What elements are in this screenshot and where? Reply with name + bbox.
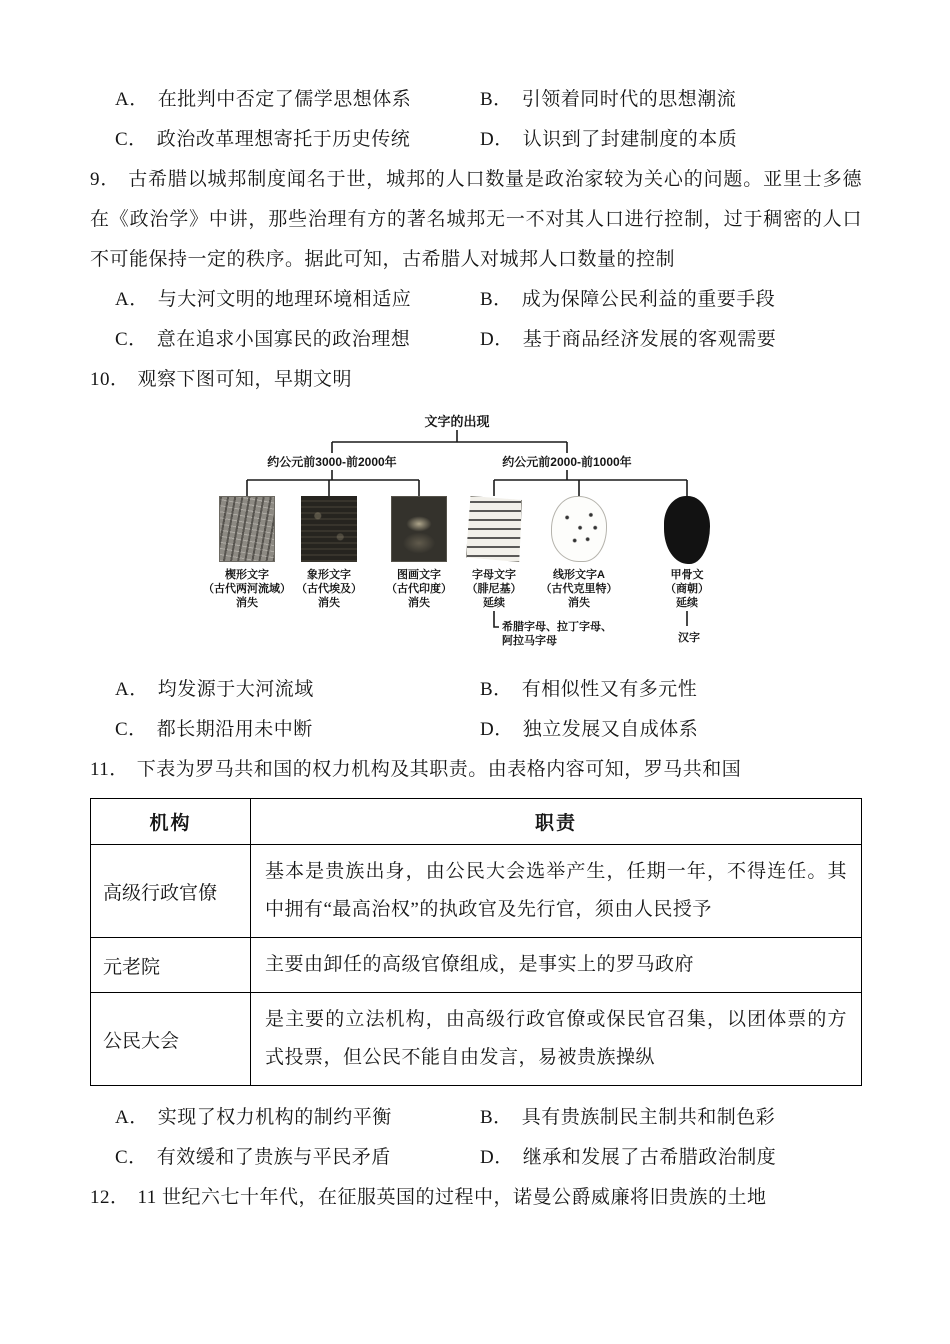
q9-option-b	[480, 280, 775, 320]
script-origin: （古代两河流域）	[203, 583, 291, 595]
option-label: A．	[115, 289, 149, 310]
q8-options-row-1	[90, 80, 862, 120]
option-text: 基于商品经济发展的客观需要	[522, 329, 777, 350]
script-name: 图画文字	[397, 569, 441, 581]
option-text: 认识到了封建制度的本质	[522, 129, 738, 150]
option-label: C．	[115, 1147, 148, 1168]
option-label: D．	[480, 719, 514, 740]
option-text: 继承和发展了古希腊政治制度	[522, 1147, 777, 1168]
option-text: 政治改革理想寄托于历史传统	[156, 129, 411, 150]
option-label: C．	[115, 329, 148, 350]
option-text: 均发源于大河流域	[157, 679, 314, 700]
script-status: 消失	[318, 597, 340, 609]
rome-republic-table	[90, 798, 862, 1086]
table-header-row	[91, 799, 862, 845]
note-line: 阿拉马字母	[502, 635, 557, 647]
q8-options-row-2	[90, 120, 862, 160]
option-text: 成为保障公民利益的重要手段	[521, 289, 776, 310]
script-origin: （腓尼基）	[466, 583, 522, 595]
q11-option-d	[480, 1138, 776, 1178]
script-status: 延续	[483, 597, 505, 609]
diagram-period-right: 约公元前2000-前1000年	[482, 453, 652, 470]
q10-option-a	[115, 670, 480, 710]
linear-a-script-image	[551, 496, 607, 562]
q11-options-row-2	[90, 1138, 862, 1178]
q9-option-d	[480, 320, 776, 360]
option-label: D．	[480, 129, 514, 150]
organ-cell: 高级行政官僚	[91, 845, 251, 938]
script-name: 字母文字	[472, 569, 516, 581]
diagram-period-left: 约公元前3000-前2000年	[247, 453, 417, 470]
q8-option-c	[115, 120, 480, 160]
organ-cell: 公民大会	[91, 993, 251, 1086]
option-label: D．	[480, 329, 514, 350]
option-label: A．	[115, 679, 149, 700]
q9-options-row-2	[90, 320, 862, 360]
option-text: 引领着同时代的思想潮流	[521, 89, 737, 110]
duty-cell: 主要由卸任的高级官僚组成，是事实上的罗马政府	[251, 938, 862, 993]
writing-systems-diagram	[202, 408, 742, 660]
alphabet-descendants-note	[502, 620, 652, 648]
table-row	[91, 845, 862, 938]
question-10-stem	[90, 360, 862, 400]
pictograph-script-image	[391, 496, 447, 562]
q10-option-b	[480, 670, 697, 710]
question-11-stem	[90, 750, 862, 790]
alphabet-script-image	[466, 496, 522, 562]
question-text: 古希腊以城邦制度闻名于世，城邦的人口数量是政治家较为关心的问题。亚里士多德在《政治学》中讲，那些治理有方的著名城邦无一不对其人口进行控制，过于稠密的人口不可能保持一定的秩序。据此可知，古希腊人对城邦人口数量的控制	[90, 169, 862, 270]
option-label: A．	[115, 89, 149, 110]
table-row	[91, 938, 862, 993]
q9-option-c	[115, 320, 480, 360]
question-9-stem	[90, 160, 862, 280]
table-header-duty: 职责	[251, 799, 862, 845]
q11-option-a	[115, 1098, 480, 1138]
duty-cell: 基本是贵族出身，由公民大会选举产生，任期一年，不得连任。其中拥有“最高治权”的执政官及先行官，须由人民授予	[251, 845, 862, 938]
script-status: 消失	[568, 597, 590, 609]
hieroglyph-script-image	[301, 496, 357, 562]
diagram-label-linear-a	[527, 568, 631, 610]
script-name: 象形文字	[307, 569, 351, 581]
option-text: 有相似性又有多元性	[521, 679, 698, 700]
option-text: 在批判中否定了儒学思想体系	[157, 89, 412, 110]
option-label: B．	[480, 679, 513, 700]
script-name: 楔形文字	[225, 569, 269, 581]
option-text: 与大河文明的地理环境相适应	[157, 289, 412, 310]
option-label: B．	[480, 89, 513, 110]
script-origin: （古代埃及）	[296, 583, 362, 595]
script-origin: （古代克里特）	[540, 583, 618, 595]
option-label: B．	[480, 1107, 513, 1128]
note-line: 希腊字母、拉丁字母、	[502, 621, 612, 633]
script-status: 消失	[236, 597, 258, 609]
option-text: 意在追求小国寡民的政治理想	[156, 329, 411, 350]
question-text: 下表为罗马共和国的权力机构及其职责。由表格内容可知，罗马共和国	[136, 759, 742, 780]
q11-options-row-1	[90, 1098, 862, 1138]
option-text: 具有贵族制民主制共和制色彩	[521, 1107, 776, 1128]
script-origin: （古代印度）	[386, 583, 452, 595]
script-status: 消失	[408, 597, 430, 609]
question-12-stem	[90, 1178, 862, 1218]
question-number: 10．	[90, 369, 130, 390]
script-name: 甲骨文	[670, 569, 704, 581]
script-origin: （商朝）	[665, 583, 709, 595]
q9-options-row-1	[90, 280, 862, 320]
option-text: 都长期沿用未中断	[156, 719, 313, 740]
option-text: 有效缓和了贵族与平民矛盾	[156, 1147, 391, 1168]
q10-options-row-1	[90, 670, 862, 710]
q11-option-b	[480, 1098, 775, 1138]
diagram-label-oracle-bone	[635, 568, 739, 610]
question-text: 观察下图可知，早期文明	[137, 369, 353, 390]
q11-option-c	[115, 1138, 480, 1178]
question-text: 11 世纪六七十年代，在征服英国的过程中，诺曼公爵威廉将旧贵族的土地	[137, 1187, 767, 1208]
diagram-title: 文字的出现	[424, 414, 490, 429]
option-label: A．	[115, 1107, 149, 1128]
question-number: 9．	[90, 169, 121, 190]
option-label: C．	[115, 129, 148, 150]
option-label: C．	[115, 719, 148, 740]
script-name: 线形文字A	[553, 569, 605, 581]
option-label: D．	[480, 1147, 514, 1168]
hanzi-label: 汉字	[678, 632, 700, 644]
option-text: 独立发展又自成体系	[522, 719, 699, 740]
option-label: B．	[480, 289, 513, 310]
option-text: 实现了权力机构的制约平衡	[157, 1107, 392, 1128]
q10-options-row-2	[90, 710, 862, 750]
duty-cell: 是主要的立法机构，由高级行政官僚或保民官召集，以团体票的方式投票，但公民不能自由发言，易被贵族操纵	[251, 993, 862, 1086]
q8-option-b	[480, 80, 736, 120]
organ-cell: 元老院	[91, 938, 251, 993]
question-number: 12．	[90, 1187, 130, 1208]
script-status: 延续	[676, 597, 698, 609]
q10-option-c	[115, 710, 480, 750]
q8-option-d	[480, 120, 737, 160]
diagram-label-hieroglyph	[277, 568, 381, 610]
table-header-organ: 机构	[91, 799, 251, 845]
cuneiform-script-image	[219, 496, 275, 562]
question-number: 11．	[90, 759, 129, 780]
oracle-bone-script-image	[664, 496, 710, 564]
q10-option-d	[480, 710, 698, 750]
table-row	[91, 993, 862, 1086]
q8-option-a	[115, 80, 480, 120]
q9-option-a	[115, 280, 480, 320]
